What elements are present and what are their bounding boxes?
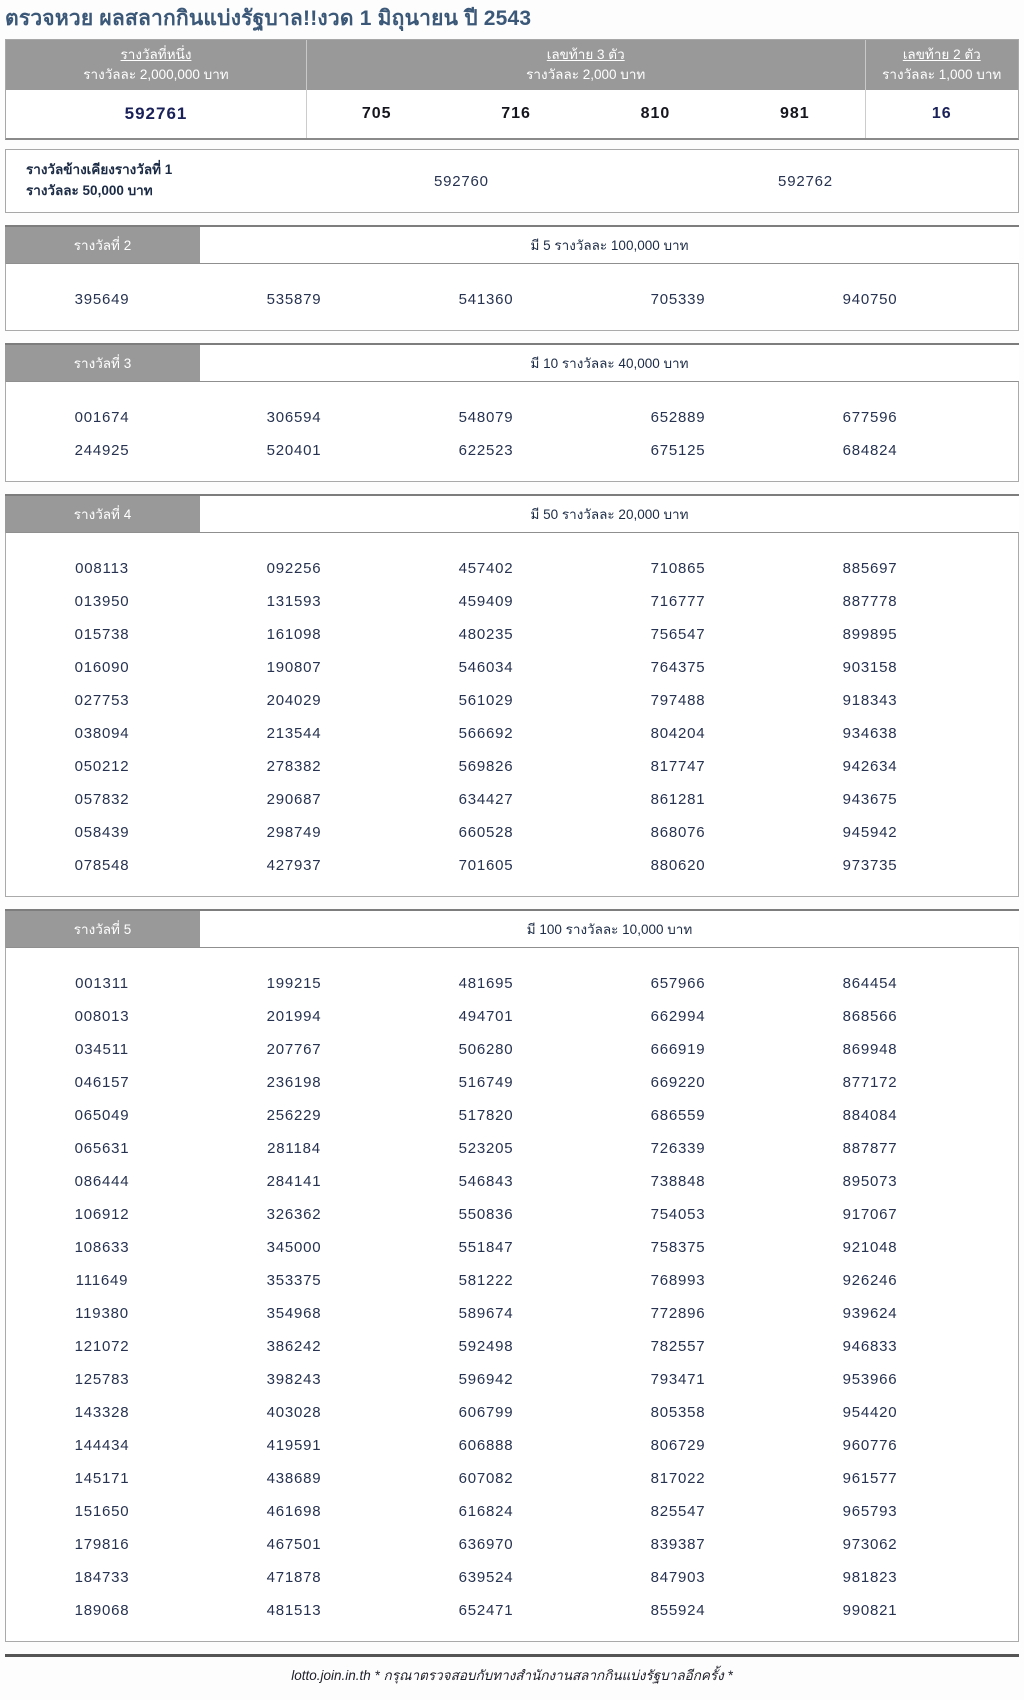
- two-digit-header-sub: รางวัลละ 1,000 บาท: [882, 66, 1002, 82]
- prize-number: 768993: [650, 1271, 706, 1289]
- prize-number: 001311: [75, 974, 129, 992]
- prize-number: 945942: [842, 823, 898, 841]
- prize-number: 716777: [650, 592, 706, 610]
- prize-number: 754053: [650, 1205, 706, 1223]
- adjacent-prize-box: [5, 149, 1019, 213]
- prize-number: 111649: [75, 1271, 129, 1289]
- prize-number: 546843: [458, 1172, 514, 1190]
- top-results-header: [6, 40, 1018, 90]
- prize-number: 887877: [842, 1139, 898, 1157]
- prize-number: 887778: [842, 592, 898, 610]
- prize-number: 921048: [842, 1238, 898, 1256]
- prize-number: 960776: [842, 1436, 898, 1454]
- prize-number: 899895: [842, 625, 898, 643]
- prize-number: 804204: [650, 724, 706, 742]
- prize-number: 398243: [266, 1370, 322, 1388]
- prize-number: 013950: [74, 592, 130, 610]
- prize-number: 606799: [458, 1403, 514, 1421]
- prize-number: 001674: [74, 408, 130, 426]
- two-digit-header-label: เลขท้าย 2 ตัว: [902, 47, 981, 62]
- prize-numbers-box: [5, 381, 1019, 482]
- prize-number: 705339: [650, 290, 706, 308]
- prize-number: 918343: [842, 691, 898, 709]
- prize-number: 861281: [650, 790, 706, 808]
- prize-number: 461698: [266, 1502, 322, 1520]
- prize-number: 981823: [842, 1568, 898, 1586]
- prize-number: 990821: [842, 1601, 898, 1619]
- prize-numbers-box: [5, 947, 1019, 1642]
- prize-number: 965793: [842, 1502, 898, 1520]
- prize-number: 869948: [842, 1040, 898, 1058]
- prize-number: 884084: [842, 1106, 898, 1124]
- two-digit-cell: [866, 105, 1019, 123]
- prize-number: 973062: [842, 1535, 898, 1553]
- three-digit-header-label: เลขท้าย 3 ตัว: [546, 47, 625, 62]
- footer-note: lotto.join.in.th * กรุณาตรวจสอบกับทางสำนักงานสลากกินแบ่งรัฐบาลอีกครั้ง *: [291, 1667, 733, 1683]
- prize-numbers-grid: [6, 560, 966, 874]
- prize-number: 652889: [650, 408, 706, 426]
- prize-number: 662994: [650, 1007, 706, 1025]
- prize-number: 119380: [75, 1304, 129, 1322]
- prize-section-info: มี 10 รางวัลละ 40,000 บาท: [200, 345, 1019, 381]
- prize-number: 201994: [266, 1007, 322, 1025]
- prize-number: 616824: [458, 1502, 514, 1520]
- prize-section-strip: [5, 909, 1019, 947]
- prize-number: 634427: [458, 790, 514, 808]
- prize-number: 038094: [74, 724, 130, 742]
- prize-number: 839387: [650, 1535, 706, 1553]
- prize-number: 143328: [74, 1403, 130, 1421]
- prize-number: 144434: [74, 1436, 130, 1454]
- first-prize-cell: [6, 90, 307, 138]
- prize-number: 589674: [458, 1304, 514, 1322]
- prize-number: 145171: [74, 1469, 130, 1487]
- prize-number: 386242: [266, 1337, 322, 1355]
- prize-number: 710865: [650, 559, 706, 577]
- prize-number: 199215: [266, 974, 322, 992]
- prize-number: 607082: [458, 1469, 514, 1487]
- prize-number: 669220: [650, 1073, 706, 1091]
- prize-number: 855924: [650, 1601, 706, 1619]
- prize-number: 015738: [74, 625, 130, 643]
- prize-number: 551847: [458, 1238, 514, 1256]
- prize-number: 548079: [458, 408, 514, 426]
- prize-number: 569826: [458, 757, 514, 775]
- prize-number: 726339: [650, 1139, 706, 1157]
- prize-number: 481513: [266, 1601, 322, 1619]
- prize-number: 895073: [842, 1172, 898, 1190]
- prize-number: 943675: [842, 790, 898, 808]
- prize-number: 756547: [650, 625, 706, 643]
- three-digit-header: [307, 40, 866, 90]
- prize-section-strip: [5, 494, 1019, 532]
- prize-number: 652471: [458, 1601, 514, 1619]
- prize-number: 517820: [458, 1106, 514, 1124]
- adjacent-prize-number-right: 592762: [778, 172, 833, 190]
- prize-number: 065631: [74, 1139, 130, 1157]
- prize-number: 189068: [74, 1601, 130, 1619]
- prize-section: [5, 343, 1019, 482]
- prize-number: 108633: [74, 1238, 130, 1256]
- prize-number: 581222: [458, 1271, 514, 1289]
- prize-number: 278382: [266, 757, 322, 775]
- prize-number: 480235: [458, 625, 514, 643]
- prize-number: 817747: [650, 757, 706, 775]
- prize-number: 092256: [266, 559, 322, 577]
- prize-number: 868566: [842, 1007, 898, 1025]
- first-prize-header-sub: รางวัลละ 2,000,000 บาท: [83, 66, 229, 82]
- prize-number: 561029: [458, 691, 514, 709]
- prize-number: 057832: [74, 790, 130, 808]
- three-digit-number: 716: [501, 105, 531, 123]
- prize-number: 934638: [842, 724, 898, 742]
- prize-number: 675125: [650, 441, 706, 459]
- prize-number: 306594: [266, 408, 322, 426]
- top-results-table: [5, 39, 1019, 140]
- three-digit-number: 981: [779, 105, 810, 123]
- prize-number: 885697: [842, 559, 898, 577]
- prize-number: 034511: [75, 1040, 129, 1058]
- prize-number: 016090: [74, 658, 130, 676]
- prize-number: 106912: [74, 1205, 130, 1223]
- adjacent-prize-label-line1: รางวัลข้างเคียงรางวัลที่ 1: [26, 162, 173, 178]
- three-digit-values: [307, 90, 866, 138]
- prize-number: 326362: [266, 1205, 322, 1223]
- prize-numbers-box: [5, 532, 1019, 897]
- prize-section-info: มี 100 รางวัลละ 10,000 บาท: [200, 911, 1019, 947]
- prize-number: 805358: [650, 1403, 706, 1421]
- prize-number: 427937: [266, 856, 322, 874]
- prize-number: 213544: [266, 724, 322, 742]
- prize-section-label: รางวัลที่ 5: [5, 911, 200, 947]
- prize-number: 864454: [842, 974, 898, 992]
- prize-section-strip: [5, 225, 1019, 263]
- prize-sections: [5, 225, 1019, 1642]
- prize-section-info: มี 50 รางวัลละ 20,000 บาท: [200, 496, 1019, 532]
- prize-number: 677596: [842, 408, 898, 426]
- prize-number: 606888: [458, 1436, 514, 1454]
- prize-numbers-box: [5, 263, 1019, 331]
- prize-number: 701605: [458, 856, 514, 874]
- prize-number: 354968: [266, 1304, 322, 1322]
- prize-number: 877172: [842, 1073, 898, 1091]
- two-digit-header: [866, 40, 1019, 90]
- prize-number: 926246: [842, 1271, 898, 1289]
- prize-number: 657966: [650, 974, 706, 992]
- prize-section-info: มี 5 รางวัลละ 100,000 บาท: [200, 227, 1019, 263]
- prize-number: 738848: [650, 1172, 706, 1190]
- prize-number: 546034: [458, 658, 514, 676]
- prize-number: 125783: [74, 1370, 130, 1388]
- prize-number: 622523: [458, 441, 514, 459]
- prize-number: 281184: [267, 1139, 321, 1157]
- prize-section-label: รางวัลที่ 2: [5, 227, 200, 263]
- prize-number: 973735: [842, 856, 898, 874]
- prize-number: 942634: [842, 757, 898, 775]
- first-prize-header-label: รางวัลที่หนึ่ง: [120, 47, 192, 62]
- prize-number: 459409: [458, 592, 514, 610]
- prize-number: 284141: [266, 1172, 322, 1190]
- prize-number: 027753: [74, 691, 130, 709]
- prize-number: 184733: [74, 1568, 130, 1586]
- prize-number: 078548: [74, 856, 130, 874]
- first-prize-header: [6, 40, 307, 90]
- prize-number: 523205: [458, 1139, 514, 1157]
- prize-number: 520401: [266, 441, 322, 459]
- prize-number: 506280: [458, 1040, 514, 1058]
- prize-number: 179816: [74, 1535, 130, 1553]
- prize-number: 847903: [650, 1568, 706, 1586]
- prize-number: 244925: [74, 441, 130, 459]
- prize-number: 471878: [266, 1568, 322, 1586]
- prize-number: 806729: [650, 1436, 706, 1454]
- prize-section: [5, 909, 1019, 1642]
- prize-number: 256229: [266, 1106, 322, 1124]
- prize-number: 961577: [842, 1469, 898, 1487]
- prize-number: 596942: [458, 1370, 514, 1388]
- prize-number: 086444: [74, 1172, 130, 1190]
- two-digit-number: 16: [931, 105, 952, 123]
- prize-number: 190807: [266, 658, 322, 676]
- prize-number: 758375: [650, 1238, 706, 1256]
- prize-number: 131593: [266, 592, 322, 610]
- prize-number: 204029: [266, 691, 322, 709]
- prize-number: 764375: [650, 658, 706, 676]
- prize-number: 058439: [74, 823, 130, 841]
- prize-number: 684824: [842, 441, 898, 459]
- prize-number: 817022: [650, 1469, 706, 1487]
- prize-number: 825547: [650, 1502, 706, 1520]
- prize-number: 660528: [458, 823, 514, 841]
- prize-section-label: รางวัลที่ 3: [5, 345, 200, 381]
- prize-number: 151650: [74, 1502, 130, 1520]
- prize-number: 298749: [266, 823, 322, 841]
- prize-number: 065049: [74, 1106, 130, 1124]
- prize-number: 290687: [266, 790, 322, 808]
- prize-number: 666919: [650, 1040, 706, 1058]
- prize-number: 516749: [458, 1073, 514, 1091]
- adjacent-prize-label-line2: รางวัลละ 50,000 บาท: [26, 183, 153, 199]
- prize-number: 797488: [650, 691, 706, 709]
- prize-number: 953966: [842, 1370, 898, 1388]
- prize-number: 345000: [266, 1238, 322, 1256]
- prize-number: 481695: [458, 974, 514, 992]
- prize-number: 403028: [266, 1403, 322, 1421]
- three-digit-number: 810: [640, 105, 671, 123]
- prize-numbers-grid: [6, 291, 966, 308]
- prize-number: 868076: [650, 823, 706, 841]
- prize-numbers-grid: [6, 975, 966, 1619]
- prize-number: 639524: [458, 1568, 514, 1586]
- page-title: ตรวจหวย ผลสลากกินแบ่งรัฐบาล!!งวด 1 มิถุนายน ปี 2543: [5, 7, 532, 30]
- prize-number: 161098: [266, 625, 322, 643]
- prize-number: 541360: [458, 290, 514, 308]
- prize-number: 008013: [74, 1007, 130, 1025]
- prize-number: 008113: [75, 559, 129, 577]
- prize-section-label: รางวัลที่ 4: [5, 496, 200, 532]
- adjacent-prize-label: [6, 160, 289, 202]
- three-digit-header-sub: รางวัลละ 2,000 บาท: [526, 66, 646, 82]
- prize-section: [5, 225, 1019, 331]
- prize-section: [5, 494, 1019, 897]
- prize-number: 207767: [266, 1040, 322, 1058]
- prize-number: 946833: [842, 1337, 898, 1355]
- prize-number: 467501: [266, 1535, 322, 1553]
- prize-number: 592498: [458, 1337, 514, 1355]
- prize-number: 046157: [74, 1073, 130, 1091]
- prize-number: 880620: [650, 856, 706, 874]
- prize-numbers-grid: [6, 409, 966, 459]
- prize-number: 419591: [266, 1436, 322, 1454]
- prize-number: 782557: [650, 1337, 706, 1355]
- prize-number: 917067: [842, 1205, 898, 1223]
- prize-number: 236198: [266, 1073, 322, 1091]
- prize-number: 636970: [458, 1535, 514, 1553]
- prize-number: 793471: [650, 1370, 706, 1388]
- prize-number: 121072: [74, 1337, 130, 1355]
- prize-number: 903158: [842, 658, 898, 676]
- prize-number: 686559: [650, 1106, 706, 1124]
- prize-number: 438689: [266, 1469, 322, 1487]
- prize-number: 494701: [458, 1007, 514, 1025]
- first-prize-number: 592761: [124, 104, 188, 124]
- top-results-values: [6, 90, 1018, 138]
- prize-number: 550836: [458, 1205, 514, 1223]
- prize-section-strip: [5, 343, 1019, 381]
- prize-number: 353375: [266, 1271, 322, 1289]
- prize-number: 772896: [650, 1304, 706, 1322]
- prize-number: 939624: [842, 1304, 898, 1322]
- adjacent-prize-number-left: 592760: [433, 172, 489, 190]
- prize-number: 457402: [458, 559, 514, 577]
- prize-number: 535879: [266, 290, 322, 308]
- prize-number: 954420: [842, 1403, 898, 1421]
- prize-number: 395649: [74, 290, 130, 308]
- prize-number: 940750: [842, 290, 898, 308]
- prize-number: 050212: [74, 757, 130, 775]
- three-digit-number: 705: [361, 105, 392, 123]
- prize-number: 566692: [458, 724, 514, 742]
